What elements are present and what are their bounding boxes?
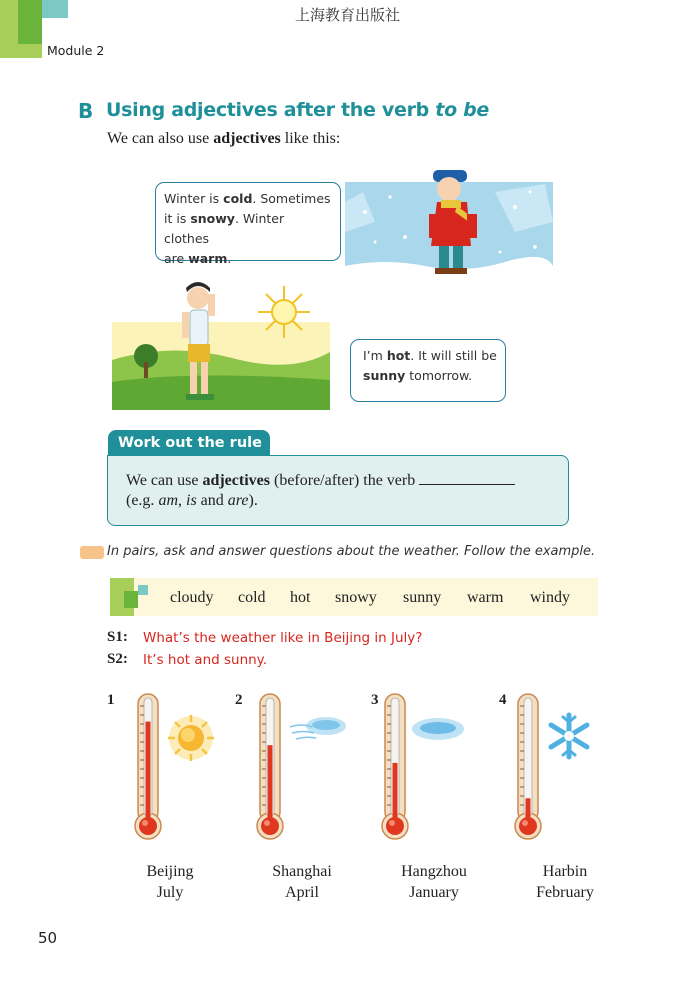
snowflake-icon [545, 712, 593, 760]
bubble-line: it is snowy. Winter clothes [164, 211, 285, 246]
winter-illustration [345, 162, 553, 288]
example-question: What’s the weather like in Beijing in July? [143, 630, 423, 646]
month-name: January [409, 884, 459, 901]
word-item: windy [530, 589, 570, 606]
publisher-name: 上海教育出版社 [294, 6, 400, 24]
sun-icon [166, 713, 216, 763]
rule-tab: Work out the rule [108, 430, 270, 456]
word-item: snowy [335, 589, 377, 606]
instruction-text: In pairs, ask and answer questions about the weather. Follow the example. [107, 544, 596, 559]
item-number: 1 [107, 692, 115, 708]
word-item: hot [290, 589, 311, 606]
thermometer [375, 692, 415, 842]
section-title-italic: to be [435, 99, 490, 121]
mercury-level [268, 745, 273, 822]
city-caption [374, 861, 494, 903]
summer-illustration [112, 282, 330, 410]
city-caption [242, 861, 362, 903]
cloud-icon [410, 716, 466, 742]
fill-in-blank[interactable] [419, 470, 515, 485]
module-label: Module 2 [47, 43, 105, 58]
word-box-deco [138, 585, 148, 595]
bubble-line: sunny tomorrow. [363, 368, 473, 383]
thermometer [250, 692, 290, 842]
mercury-level [393, 763, 398, 822]
city-caption [110, 861, 230, 903]
month-name: February [536, 884, 594, 901]
month-name: July [156, 884, 184, 901]
item-number: 3 [371, 692, 379, 708]
city-name: Harbin [542, 863, 588, 880]
thermometer [128, 692, 168, 842]
word-item: sunny [403, 589, 442, 606]
section-title-text: Using adjectives after the verb [106, 99, 436, 121]
bubble-line: Winter is cold. Sometimes [164, 191, 331, 206]
word-item: cold [238, 589, 266, 606]
word-item: cloudy [170, 589, 214, 606]
month-name: April [285, 884, 319, 901]
speaker-label: S1: [107, 629, 128, 645]
word-box-deco [124, 591, 138, 608]
speech-bubble-summer [350, 339, 506, 402]
section-title [106, 99, 489, 121]
city-caption [505, 861, 625, 903]
rule-box [107, 455, 569, 526]
thermometer [508, 692, 548, 842]
item-number: 2 [235, 692, 243, 708]
bubble-line: are warm. [164, 251, 232, 266]
page-number: 50 [38, 929, 58, 947]
word-item: warm [467, 589, 504, 606]
city-name: Shanghai [272, 863, 332, 880]
mercury-level [146, 722, 151, 822]
wind-icon [288, 713, 348, 747]
rule-text-line-2: (e.g. am, is and are). [126, 492, 258, 509]
bubble-line: I’m hot. It will still be [363, 348, 497, 363]
item-number: 4 [499, 692, 507, 708]
rule-text-line-1: We can use adjectives (before/after) the verb [126, 470, 515, 490]
intro-text: We can also use adjectives like this: [107, 130, 341, 147]
example-answer: It’s hot and sunny. [143, 652, 268, 668]
section-letter: B [78, 99, 94, 123]
city-name: Hangzhou [401, 863, 467, 880]
city-name: Beijing [146, 863, 194, 880]
speaker-label: S2: [107, 651, 128, 667]
instruction-bullet [80, 546, 104, 559]
speech-bubble-winter [155, 182, 341, 266]
